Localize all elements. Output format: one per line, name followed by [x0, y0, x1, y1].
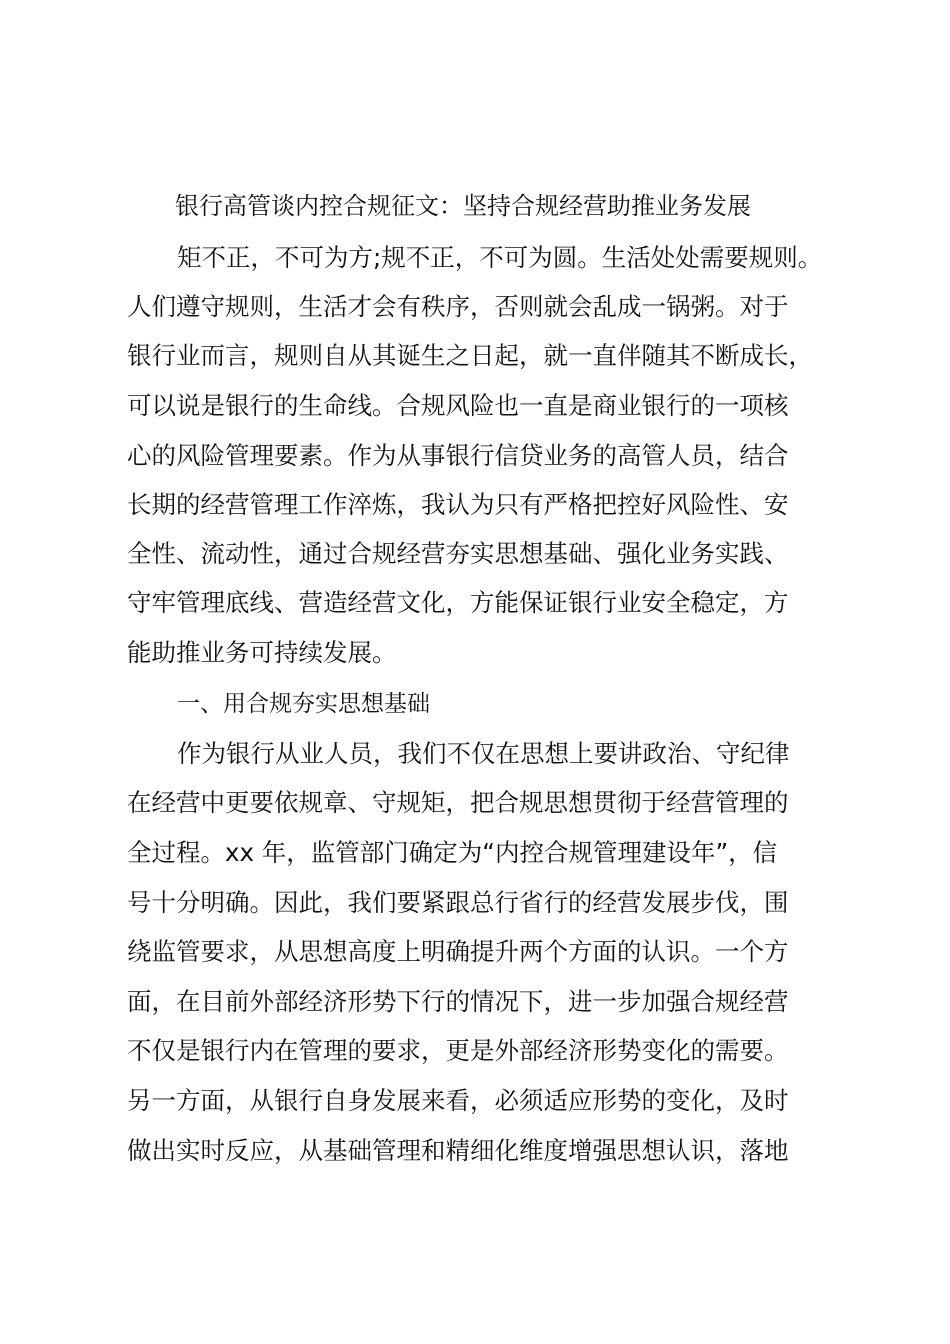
intro-line: 可以说是银行的生命线。合规风险也一直是商业银行的一项核	[127, 391, 789, 420]
section-line: 绕监管要求，从思想高度上明确提升两个方面的认识。一个方	[127, 937, 789, 966]
section-line: 在经营中更要依规章、守规矩，把合规思想贯彻于经营管理的	[127, 788, 789, 817]
section-line: 另一方面，从银行自身发展来看，必须适应形势的变化，及时	[127, 1086, 789, 1115]
section-line: 面，在目前外部经济形势下行的情况下，进一步加强合规经营	[127, 987, 789, 1016]
intro-line: 银行业而言，规则自从其诞生之日起，就一直伴随其不断成长，	[127, 341, 813, 370]
section-line: 做出实时反应，从基础管理和精细化维度增强思想认识，落地	[127, 1136, 789, 1165]
section-heading: 一、用合规夯实思想基础	[177, 691, 430, 717]
intro-line: 能助推业务可持续发展。	[127, 638, 397, 667]
section-line: 号十分明确。因此，我们要紧跟总行省行的经营发展步伐，围	[127, 888, 789, 917]
section-line: 全过程。xx 年，监管部门确定为“内控合规管理建设年”，信	[127, 838, 778, 867]
intro-line: 全性、流动性，通过合规经营夯实思想基础、强化业务实践、	[127, 539, 789, 568]
intro-line: 人们遵守规则，生活才会有秩序，否则就会乱成一锅粥。对于	[127, 292, 789, 321]
document-title: 银行高管谈内控合规征文：坚持合规经营助推业务发展	[175, 192, 751, 220]
intro-line: 守牢管理底线、营造经营文化，方能保证银行业安全稳定，方	[127, 588, 789, 617]
intro-line: 矩不正，不可为方;规不正，不可为圆。生活处处需要规则。	[177, 243, 823, 272]
intro-line: 长期的经营管理工作淬炼，我认为只有严格把控好风险性、安	[127, 490, 789, 519]
section-line: 不仅是银行内在管理的要求，更是外部经济形势变化的需要。	[127, 1036, 789, 1065]
section-line: 作为银行从业人员，我们不仅在思想上要讲政治、守纪律	[177, 739, 790, 768]
intro-line: 心的风险管理要素。作为从事银行信贷业务的高管人员，结合	[127, 441, 789, 470]
